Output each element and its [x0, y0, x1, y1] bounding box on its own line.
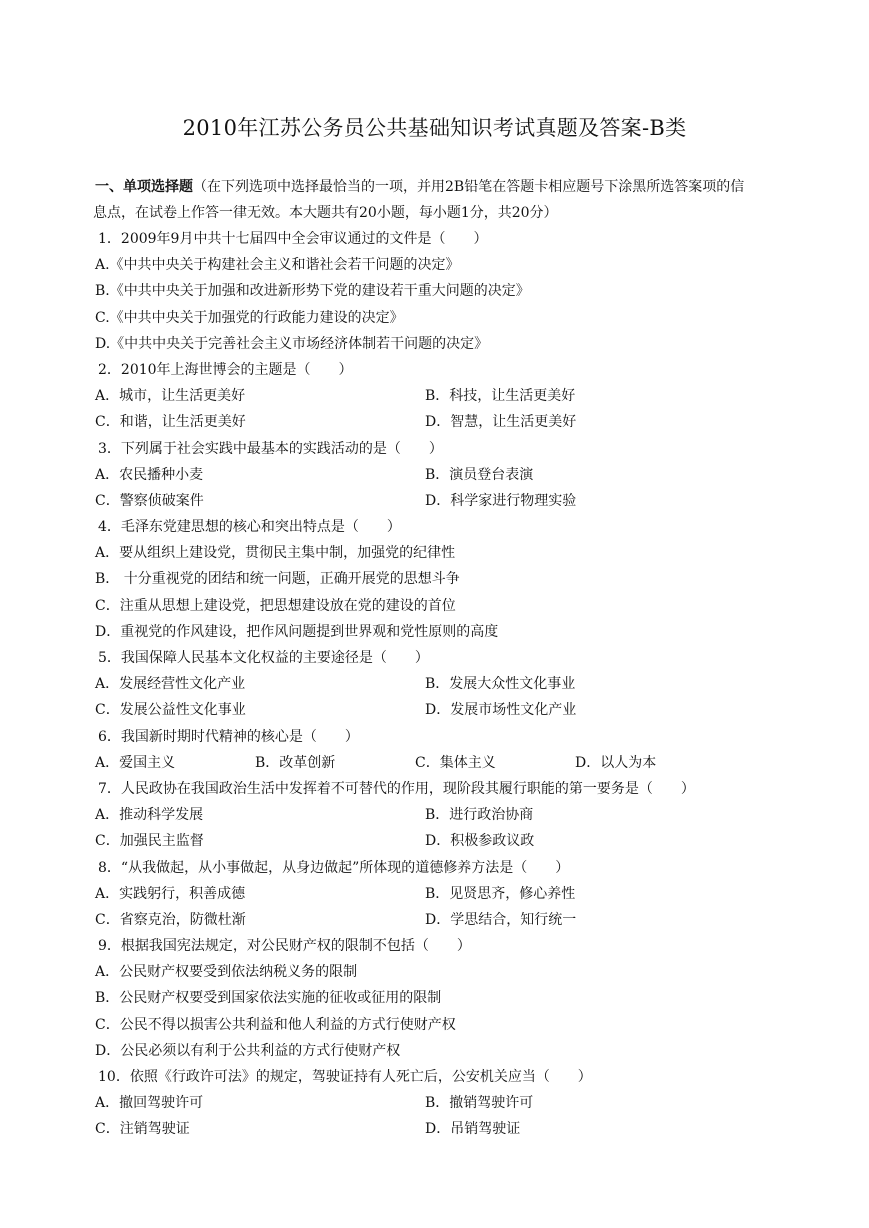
option-c: C．集体主义 — [415, 754, 496, 771]
option-c: C．加强民主监督 — [95, 833, 204, 850]
option-row — [95, 488, 807, 514]
option-c: C．发展公益性文化事业 — [95, 702, 246, 719]
question-stem: 5．我国保障人民基本文化权益的主要途径是（ ） — [98, 650, 429, 666]
option-b: B．改革创新 — [255, 754, 336, 771]
question-stem: 6．我国新时期时代精神的核心是（ ） — [98, 728, 359, 745]
option-a: A．爱国主义 — [95, 754, 176, 771]
option-a: A．实践躬行，积善成德 — [95, 885, 246, 902]
option-d: D．吊销驾驶证 — [425, 1121, 521, 1138]
option-c: C．公民不得以损害公共利益和他人利益的方式行使财产权 — [95, 1016, 456, 1033]
option-c: C．注重从思想上建设党，把思想建设放在党的建设的首位 — [95, 597, 456, 614]
option-row — [95, 697, 807, 723]
option-b: B.《中共中央关于加强和改进新形势下党的建设若干重大问题的决定》 — [95, 283, 530, 300]
option-d: D.《中共中央关于完善社会主义市场经济体制若干问题的决定》 — [95, 335, 489, 352]
option-d: D．科学家进行物理实验 — [425, 492, 577, 509]
question-stem: 3．下列属于社会实践中最基本的实践活动的是（ ） — [98, 440, 443, 457]
option-d: D．学思结合，知行统一 — [425, 911, 577, 928]
option-row — [95, 462, 807, 488]
option-a: A．推动科学发展 — [95, 807, 204, 824]
option-row — [95, 750, 807, 776]
question-stem: 4．毛泽东党建思想的核心和突出特点是（ ） — [98, 519, 401, 536]
option-b: B． 十分重视党的团结和统一问题，正确开展党的思想斗争 — [95, 571, 460, 588]
option-b: B．演员登台表演 — [425, 466, 534, 483]
question-stem: 2．2010年上海世博会的主题是（ ） — [98, 361, 353, 378]
option-a: A．农民播种小麦 — [95, 466, 204, 483]
option-c: C．警察侦破案件 — [95, 492, 204, 509]
option-row — [95, 881, 807, 907]
option-c: C．注销驾驶证 — [95, 1121, 190, 1138]
option-a: A．公民财产权要受到依法纳税义务的限制 — [95, 964, 358, 981]
page-title: 2010年江苏公务员公共基础知识考试真题及答案-B类 — [182, 116, 687, 140]
option-row — [95, 1116, 807, 1142]
section-heading: 一、单项选择题 — [95, 179, 193, 195]
option-a: A．要从组织上建设党，贯彻民主集中制，加强党的纪律性 — [95, 545, 456, 562]
option-row — [95, 828, 807, 854]
option-a: A．城市，让生活更美好 — [95, 388, 246, 405]
option-row — [95, 907, 807, 933]
option-row — [95, 802, 807, 828]
section-instruction-cont: 息点，在试卷上作答一律无效。本大题共有20小题，每小题1分，共20分） — [93, 205, 558, 221]
option-b: B．公民财产权要受到国家依法实施的征收或征用的限制 — [95, 990, 442, 1007]
option-b: B．发展大众性文化事业 — [425, 676, 576, 693]
question-stem: 7．人民政协在我国政治生活中发挥着不可替代的作用，现阶段其履行职能的第一要务是（ ） — [98, 780, 695, 797]
option-d: D．发展市场性文化产业 — [425, 702, 577, 719]
option-c: C.《中共中央关于加强党的行政能力建设的决定》 — [95, 309, 404, 326]
option-a: A．撤回驾驶许可 — [95, 1095, 204, 1112]
option-row — [95, 409, 807, 435]
section-intro — [95, 174, 807, 226]
option-d: D．积极参政议政 — [425, 833, 535, 850]
option-a: A．发展经营性文化产业 — [95, 676, 246, 693]
option-row — [95, 671, 807, 697]
question-stem: 10．依照《行政许可法》的规定，驾驶证持有人死亡后，公安机关应当（ ） — [98, 1069, 592, 1085]
option-d: D．公民必须以有利于公共利益的方式行使财产权 — [95, 1042, 401, 1059]
option-d: D．重视党的作风建设，把作风问题提到世界观和党性原则的高度 — [95, 623, 499, 640]
question-stem: 9．根据我国宪法规定，对公民财产权的限制不包括（ ） — [98, 938, 471, 955]
question-stem: 1．2009年9月中共十七届四中全会审议通过的文件是（ ） — [98, 231, 488, 247]
option-a: A.《中共中央关于构建社会主义和谐社会若干问题的决定》 — [95, 257, 460, 274]
option-b: B．撤销驾驶许可 — [425, 1095, 534, 1112]
option-d: D．智慧，让生活更美好 — [425, 414, 577, 431]
option-row — [95, 383, 807, 409]
section-instruction: （在下列选项中选择最恰当的一项，并用2B铅笔在答题卡相应题号下涂黑所选答案项的信 — [193, 179, 745, 195]
option-b: B．进行政治协商 — [425, 807, 534, 824]
option-b: B．见贤思齐，修心养性 — [425, 885, 576, 902]
option-d: D．以人为本 — [575, 754, 657, 771]
option-c: C．省察克治，防微杜渐 — [95, 911, 246, 928]
option-row — [95, 1090, 807, 1116]
question-list — [95, 226, 807, 1143]
option-b: B．科技，让生活更美好 — [425, 388, 576, 405]
question-stem: 8．“从我做起，从小事做起，从身边做起”所体现的道德修养方法是（ ） — [98, 859, 570, 876]
option-c: C．和谐，让生活更美好 — [95, 414, 246, 431]
